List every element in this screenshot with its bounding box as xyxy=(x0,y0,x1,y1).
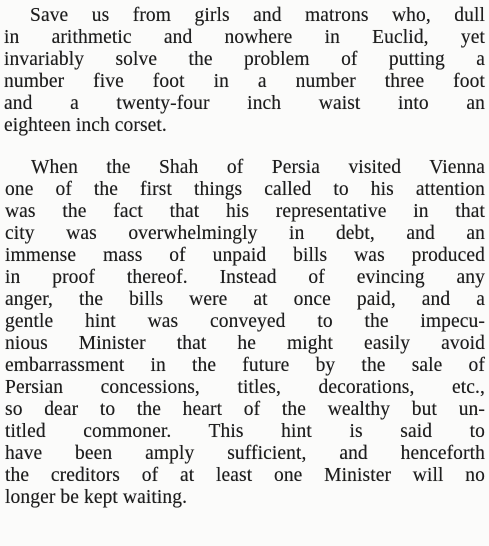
text-line: so dear to the heart of the wealthy but un- xyxy=(5,399,485,420)
text-line: anger, the bills were at once paid, and a xyxy=(5,289,485,310)
text-line: in proof thereof. Instead of evincing any xyxy=(5,267,485,288)
text-line: eighteen inch corset. xyxy=(4,115,167,136)
paragraph-shah-of-persia xyxy=(0,157,489,509)
text-line: invariably solve the problem of putting a xyxy=(4,49,485,70)
text-line: in arithmetic and nowhere in Euclid, yet xyxy=(4,27,485,48)
paragraph-corset xyxy=(0,5,489,137)
text-line: and a twenty-four inch waist into an xyxy=(4,93,485,114)
text-line: Save us from girls and matrons who, dull xyxy=(30,5,485,26)
text-line: the creditors of at least one Minister will no xyxy=(5,465,485,486)
text-line: When the Shah of Persia visited Vienna xyxy=(31,157,485,178)
text-line: number five foot in a number three foot xyxy=(4,71,485,92)
text-line: titled commoner. This hint is said to xyxy=(5,421,485,442)
text-line: city was overwhelmingly in debt, and an xyxy=(5,223,485,244)
text-line: have been amply sufficient, and henceforth xyxy=(5,443,485,464)
text-line: Persian concessions, titles, decorations, etc., xyxy=(5,377,485,398)
text-line: nious Minister that he might easily avoid xyxy=(5,333,485,354)
text-line: longer be kept waiting. xyxy=(5,487,188,508)
text-line: immense mass of unpaid bills was produced xyxy=(5,245,485,266)
text-line: embarrassment in the future by the sale of xyxy=(5,355,485,376)
text-line: one of the first things called to his attention xyxy=(5,179,485,200)
text-line: was the fact that his representative in that xyxy=(5,201,485,222)
text-line: gentle hint was conveyed to the impecu- xyxy=(5,311,485,332)
